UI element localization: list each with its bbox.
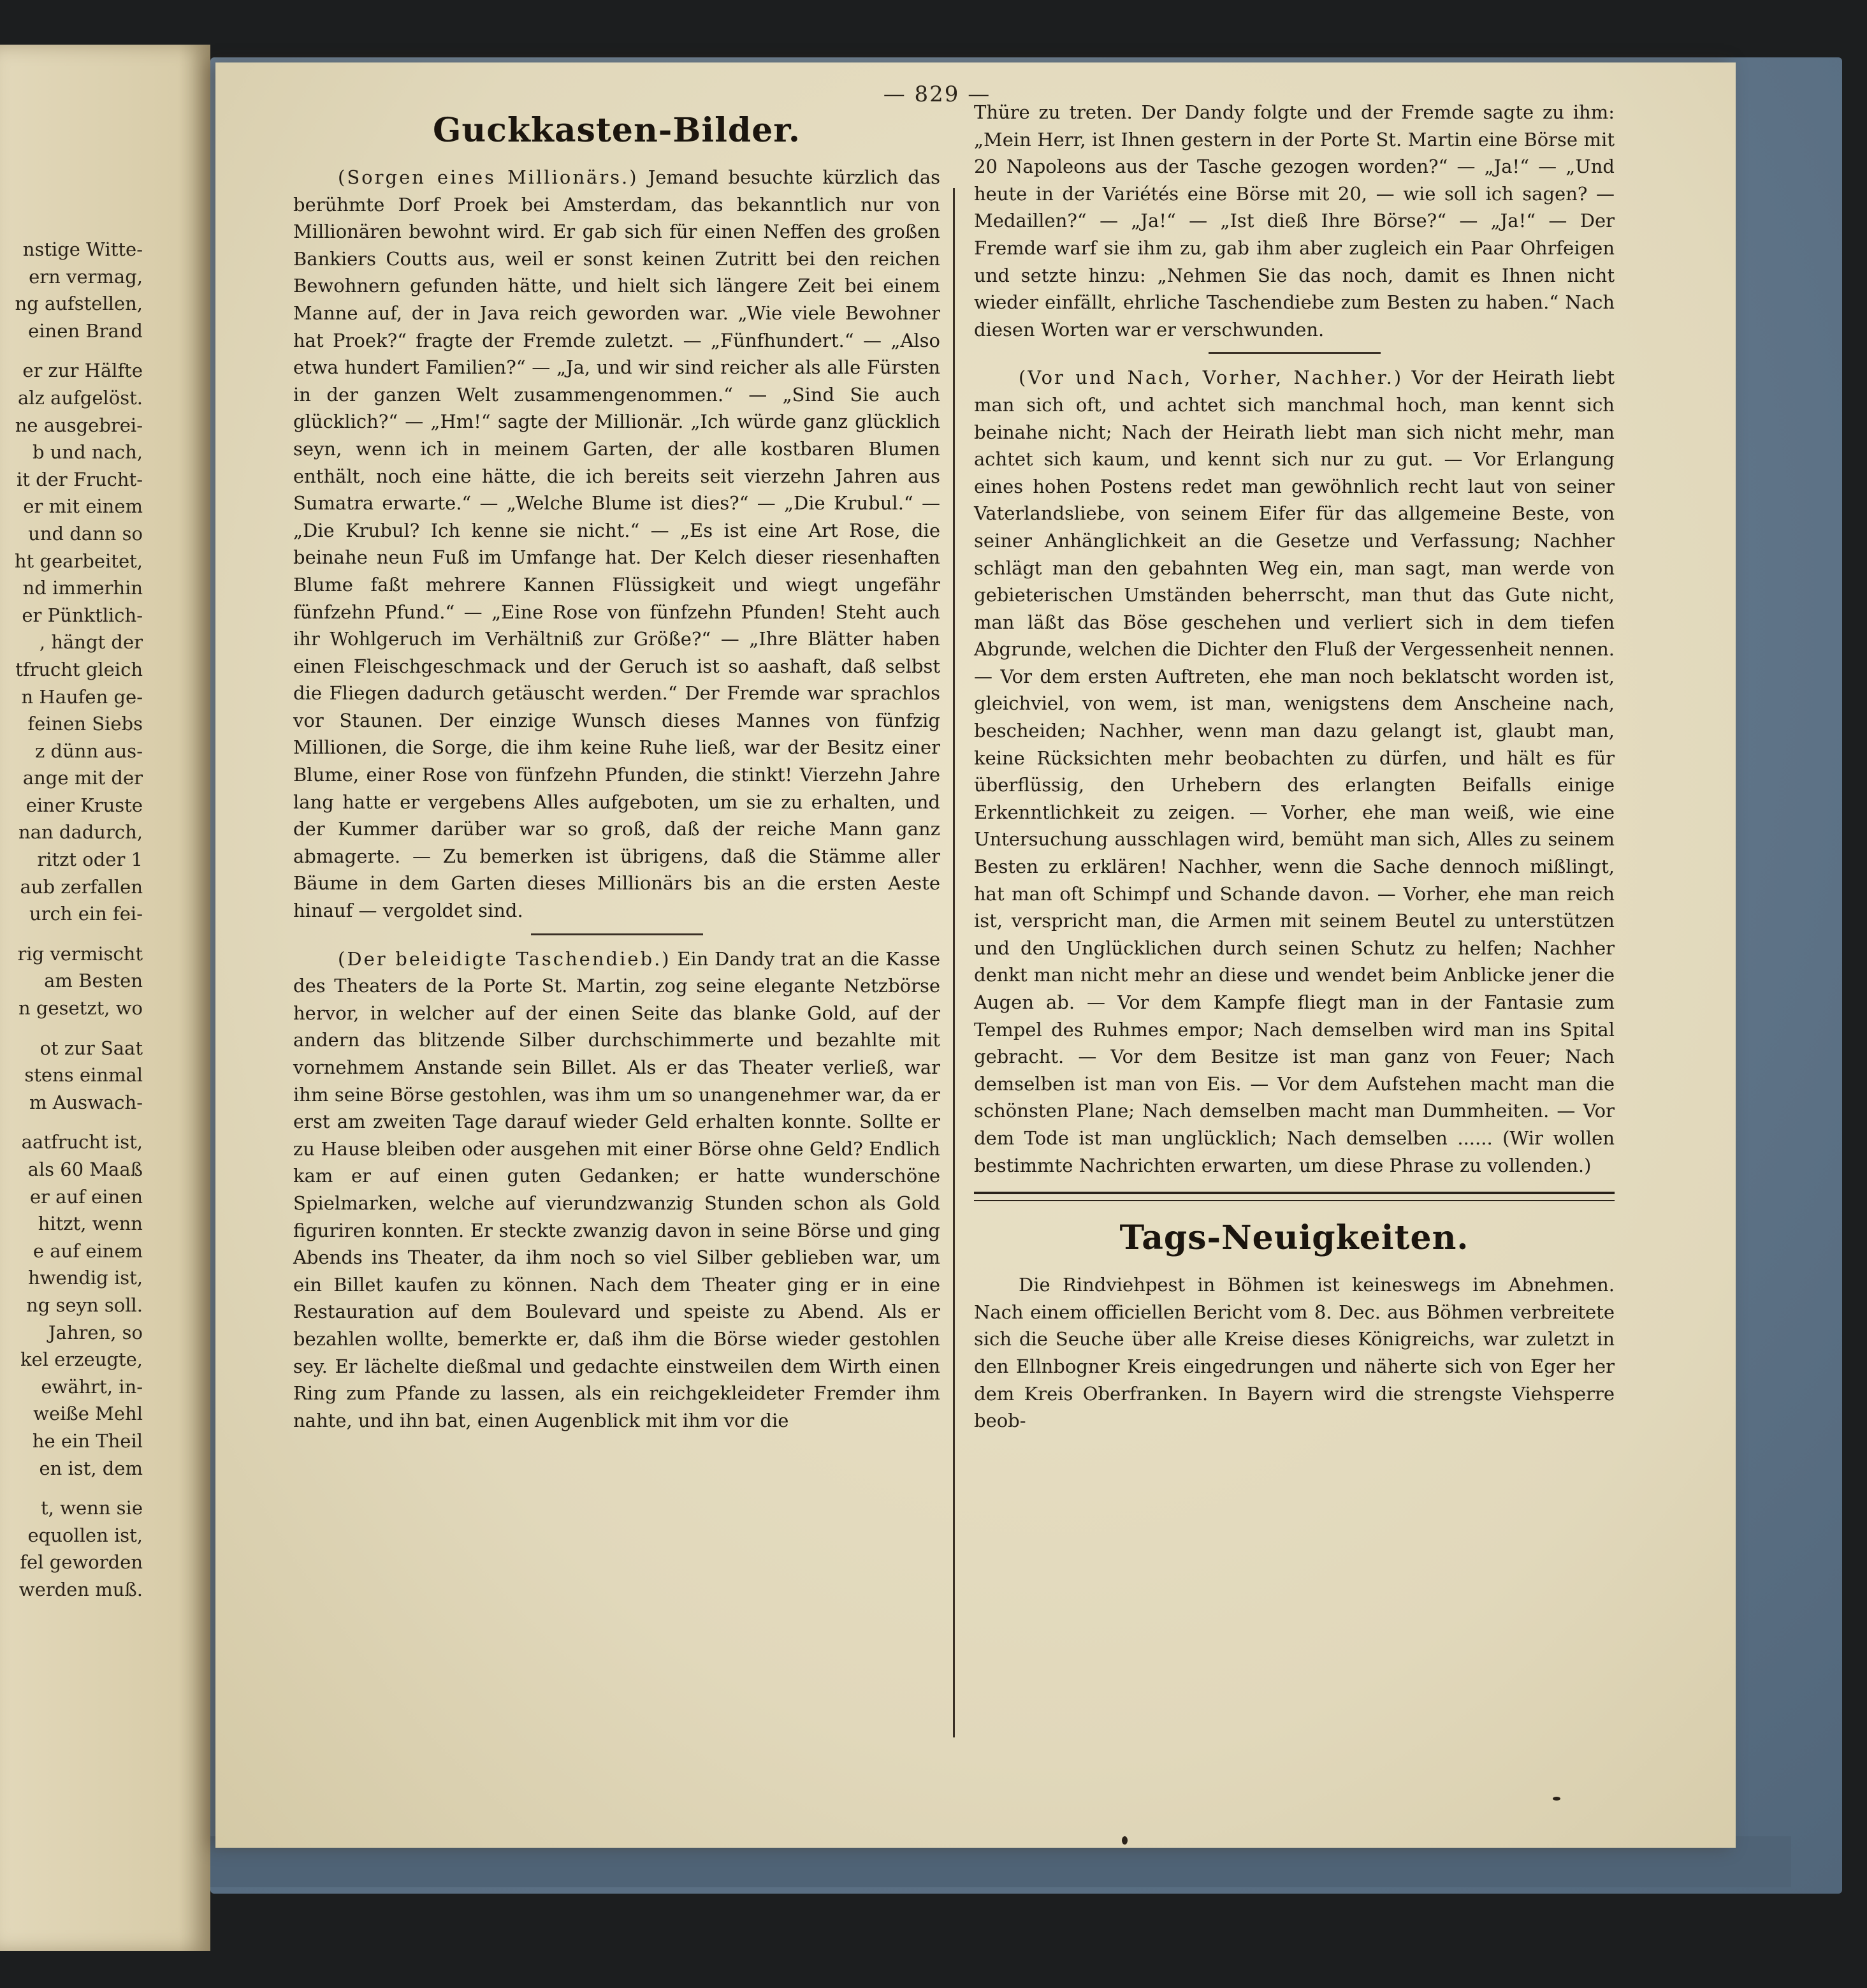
left-page-line: z dünn aus- xyxy=(35,740,143,762)
left-page-line: weiße Mehl xyxy=(33,1403,143,1425)
left-page-line: ange mit der xyxy=(22,767,143,789)
left-page-line: urch ein fei- xyxy=(29,903,143,925)
left-page-line: aub zerfallen xyxy=(20,875,143,898)
section-double-rule xyxy=(974,1192,1615,1201)
article-taschendieb-text xyxy=(293,946,940,1435)
left-page-line: fel geworden xyxy=(20,1551,143,1574)
left-page-gap xyxy=(4,928,143,940)
left-page-line: nstige Witte- xyxy=(22,238,143,260)
left-page-line: e auf einem xyxy=(33,1239,143,1262)
left-page-line: m Auswach- xyxy=(29,1091,143,1113)
left-page-line: ng aufstellen, xyxy=(15,293,143,315)
article-vor-und-nach-heading: (Vor und Nach, Vorher, Nachher.) xyxy=(1019,367,1404,389)
article-taschendieb xyxy=(293,946,940,1435)
article-vor-und-nach-body: Vor der Heirath liebt man sich oft, und achtet sich manchmal hoch, man kennt sich beinahe nicht; Nach der Heirath liebt man sich nicht mehr, man achtet sich kaum, und kennt sich nur zu gut. — Vor Erlangung eines hohen Postens redet man gewöhnlich recht laut von seiner Vaterlandsliebe, von seinem Eifer für das allgemeine Beste, von seiner Anhänglichkeit an die Gesetze und Verfassung; Nachher schlägt man den gebahnten Weg ein, man sagt, man werde von gebieterischen Umständen beherrscht, man thut das Gute nicht, man läßt das Böse geschehen und verliert sich in dem tiefen Abgrunde, welchen die Dichter den Fluß der Vergessenheit nennen. — Vor dem ersten Auftreten, ehe man noch beklatscht worden ist, gleichviel, von wem, ist man, wenigstens dem Anscheine nach, bescheiden; Nachher, wenn man dazu gelangt ist, glaubt man, keine Rücksichten mehr beobachten zu dürfen, und hält es für überflüssig, den Urhebern des erlangten Beifalls einige Erkenntlichkeit zu zeigen. — Vorher, ehe man weiß, wie eine Untersuchung ausschlagen wird, bemüht man sich, Alles zu seinem Besten zu erklären! Nachher, wenn die Sache dennoch mißlingt, hat man oft Schimpf und Schande davon. — Vorher, ehe man reich ist, verspricht man, die Armen mit seinem Beutel zu unterstützen und den Unglücklichen durch seinen Schutz zu helfen; Nachher denkt man nicht mehr an diese und wendet beim Anblicke jener die Augen ab. — Vor dem Kampfe fliegt man in der Fantasie zum Tempel des Ruhmes empor; Nach demselben wird man ins Spital gebracht. — Vor dem Besitze ist man ganz von Feuer; Nach demselben ist man von Eis. — Vor dem Aufstehen macht man die schönsten Plane; Nach demselben macht man Dummheiten. — Vor dem Tode ist man unglücklich; Nach demselben ...... (Wir wollen bestimmte Nachrichten erwarten, um diese Phrase zu vollenden.) xyxy=(974,367,1615,1176)
right-column xyxy=(974,99,1615,1435)
article-vor-und-nach xyxy=(974,364,1615,1179)
left-page-line: ht gearbeitet, xyxy=(14,550,143,572)
left-page-line: als 60 Maaß xyxy=(27,1158,143,1180)
left-page-line: er zur Hälfte xyxy=(22,360,143,382)
left-page-fragment xyxy=(0,45,210,1951)
left-page-line: , hängt der xyxy=(39,631,143,654)
left-page-text xyxy=(4,236,143,1604)
article-vor-und-nach-text xyxy=(974,364,1615,1179)
left-page-line: en ist, dem xyxy=(39,1457,143,1479)
left-column xyxy=(293,105,940,1434)
left-page-line: er auf einen xyxy=(29,1185,143,1208)
page-number: — 829 — xyxy=(883,82,991,107)
left-page-line: er mit einem xyxy=(23,495,143,518)
guckkasten-title: Guckkasten-Bilder. xyxy=(432,111,801,150)
left-page-line: tfrucht gleich xyxy=(15,658,143,680)
left-page-line: nan dadurch, xyxy=(18,821,143,844)
tags-neuigkeiten-title: Tags-Neuigkeiten. xyxy=(1119,1218,1469,1258)
left-page-line: aatfrucht ist, xyxy=(21,1131,143,1153)
article-taschendieb-continuation: Thüre zu treten. Der Dandy folgte und der Fremde sagte zu ihm: „Mein Herr, ist Ihnen gestern in der Porte St. Martin eine Börse mit 20 Napoleons aus der Tasche gezogen worden?“ — „Ja!“ — „Und heute in der Variétés eine Börse mit 20, — wie soll ich sagen? — Medaillen?“ — „Ja!“ — „Ist dieß Ihre Börse?“ — „Ja!“ — Der Fremde warf sie ihm zu, gab ihm aber zugleich ein Paar Ohrfeigen und setzte hinzu: „Nehmen Sie das noch, damit es Ihnen nicht wieder einfällt, ehrliche Taschendiebe zum Besten zu haben.“ Nach diesen Worten war er verschwunden. xyxy=(974,101,1615,340)
left-page-line: equollen ist, xyxy=(27,1524,143,1546)
left-page-line: ne ausgebrei- xyxy=(15,414,143,436)
left-page-line: kel erzeugte, xyxy=(20,1348,143,1371)
left-page-line: Jahren, so xyxy=(48,1321,143,1343)
left-page-line: ng seyn soll. xyxy=(26,1294,143,1316)
left-page-line: feinen Siebs xyxy=(27,713,143,735)
left-page-line: ern vermag, xyxy=(29,265,143,288)
left-page-line: werden muß. xyxy=(18,1578,143,1600)
left-page-line: ritzt oder 1 xyxy=(37,849,143,871)
left-page-line: it der Frucht- xyxy=(17,468,143,490)
left-page-line: am Besten xyxy=(44,970,143,992)
left-page-line: einer Kruste xyxy=(25,794,143,816)
article-millionaer-text xyxy=(293,164,940,925)
ink-speck xyxy=(1553,1797,1560,1801)
left-page-line: alz aufgelöst. xyxy=(18,386,143,409)
left-page-line: hwendig ist, xyxy=(28,1267,143,1289)
ink-speck xyxy=(1122,1836,1128,1845)
left-page-line: b und nach, xyxy=(32,441,143,464)
left-page-line: er Pünktlich- xyxy=(22,604,143,626)
left-page-line: rig vermischt xyxy=(17,942,143,965)
article-rindviehpest-body: Die Rindviehpest in Böhmen ist keineswegs im Abnehmen. Nach einem officiellen Bericht vom 8. Dec. aus Böhmen verbreitete sich die Seuche über alle Kreise dieses Königreichs, war zuletzt in den Ellnbogner Kreis eingedrungen und näherte sich von Eger her dem Kreis Oberfranken. In Bayern wird die strengste Viehsperre beob- xyxy=(974,1274,1615,1432)
left-page-line: n gesetzt, wo xyxy=(18,997,143,1020)
article-millionaer-body: Jemand besuchte kürzlich das berühmte Dorf Proek bei Amsterdam, das bekanntlich nur von Millionären bewohnt wird. Er gab sich für einen Neffen des großen Bankiers Coutts aus, weil er sonst keinen Zutritt bei den reichen Bewohnern gefunden hätte, und hielt sich längere Zeit bei einem Manne auf, der in Java reich geworden war. „Wie viele Bewohner hat Proek?“ fragte der Fremde zuletzt. — „Fünfhundert.“ — „Also etwa hundert Familien?“ — „Ja, und wir sind reicher als alle Fürsten in der ganzen Welt zusammengenommen.“ — „Sind Sie auch glücklich?“ — „Hm!“ sagte der Millionär. „Ich würde ganz glücklich seyn, wenn ich in meinem Garten, der alle kostbaren Blumen enthält, noch eine hätte, die ich bereits seit vierzehn Jahren aus Sumatra erwarte.“ — „Welche Blume ist dies?“ — „Die Krubul.“ — „Die Krubul? Ich kenne sie nicht.“ — „Es ist eine Art Rose, die beinahe neun Fuß im Umfange hat. Der Kelch dieser riesenhaften Blume faßt mehrere Kannen Flüssigkeit und wiegt ungefähr fünfzehn Pfund.“ — „Eine Rose von fünfzehn Pfunden! Steht auch ihr Wohlgeruch im Verhältniß zur Größe?“ — „Ihre Blätter haben einen Fleischgeschmack und der Geruch ist so aashaft, daß selbst die Fliegen dadurch getäuscht werden.“ Der Fremde war sprachlos vor Staunen. Der einzige Wunsch dieses Mannes von fünfzig Millionen, die Sorge, die ihm keine Ruhe ließ, war der Besitz einer Blume, einer Rose von fünfzehn Pfunden, die stinkt! Vierzehn Jahre lang hatte er vergebens Alles aufgeboten, um sie zu erhalten, und der Kummer darüber war so groß, daß der reiche Mann ganz abmagerte. — Zu bemerken ist übrigens, daß die Stämme aller Bäume in dem Garten dieses Millionärs bis an die ersten Aeste hinauf — vergoldet sind. xyxy=(293,166,940,922)
article-taschendieb-heading: (Der beleidigte Taschendieb.) xyxy=(338,947,671,970)
left-page-line: stens einmal xyxy=(24,1064,143,1086)
left-page-line: hitzt, wenn xyxy=(38,1213,143,1235)
left-page-gap xyxy=(4,1482,143,1495)
article-taschendieb-body: Ein Dandy trat an die Kasse des Theaters de la Porte St. Martin, zog seine elegante Netzbörse hervor, in welcher auf der einen Seite das blanke Gold, auf der andern das blitzende Silber durchschimmerte und bezahlte mit vornehmem Anstande sein Billet. Als er das Theater verließ, war ihm seine Börse gestohlen, was ihm um so unangenehmer war, da er erst am zweiten Tage darauf wieder Geld erhalten konnte. Sollte er zu Hause bleiben oder ausgehen mit einer Börse ohne Geld? Endlich kam er auf einen guten Gedanken; er hatte wunderschöne Spielmarken, welche auf vierundzwanzig Stunden schon als Gold figuriren konnten. Er steckte zwanzig davon in seine Börse und ging Abends ins Theater, da ihm noch so viel Silber geblieben war, um ein Billet kaufen zu können. Nach dem Theater ging er in eine Restauration auf dem Boulevard und speiste zu Abend. Als er bezahlen wollte, bemerkte er, daß ihm die Börse wieder gestohlen sey. Er lächelte dießmal und gedachte einstweilen dem Wirth einen Ring zum Pfande zu lassen, als ein reichgekleideter Fremder ihm nahte, und ihn bat, einen Augenblick mit ihm vor die xyxy=(293,947,941,1431)
article-taschendieb-continued xyxy=(974,99,1615,343)
left-page-line: ot zur Saat xyxy=(40,1037,143,1059)
left-page-gap xyxy=(4,1116,143,1129)
left-page-line: einen Brand xyxy=(28,319,143,342)
left-page-gap xyxy=(4,344,143,357)
column-rule xyxy=(953,188,955,1737)
article-divider xyxy=(1209,352,1381,354)
left-page-line: he ein Theil xyxy=(32,1429,143,1452)
left-page-gap xyxy=(4,1022,143,1035)
left-page-line: ewährt, in- xyxy=(41,1375,143,1398)
article-millionaer-heading: (Sorgen eines Millionärs.) xyxy=(338,166,639,188)
article-divider xyxy=(531,933,703,935)
left-page-line: und dann so xyxy=(28,522,143,545)
article-millionaer xyxy=(293,164,940,925)
left-page-line: n Haufen ge- xyxy=(21,685,143,708)
article-rindviehpest xyxy=(974,1271,1615,1435)
left-page-line: nd immerhin xyxy=(22,577,143,599)
left-page-line: t, wenn sie xyxy=(41,1497,143,1519)
